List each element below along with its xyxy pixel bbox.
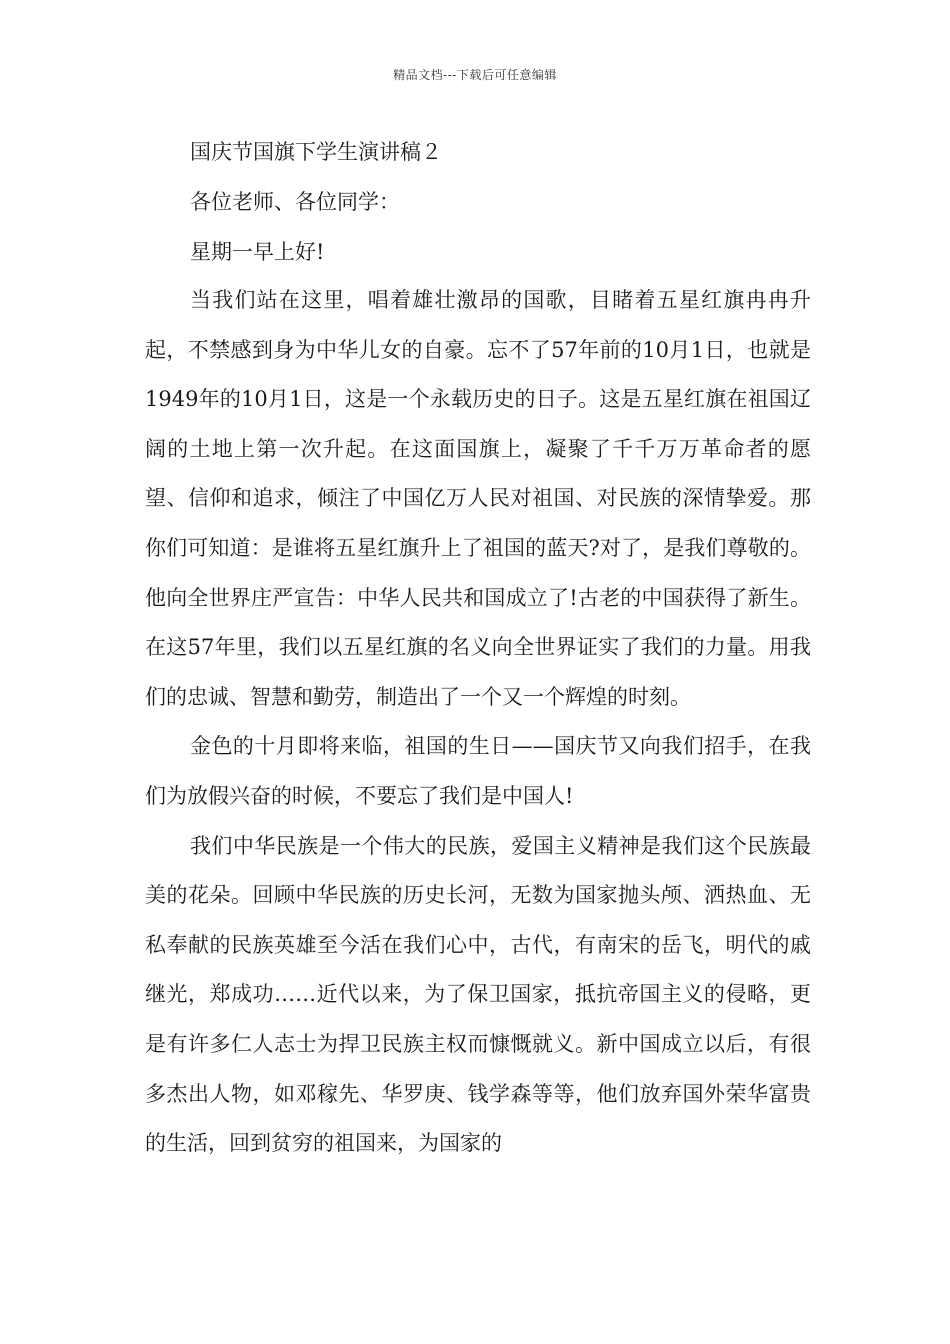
page-header: 精品文档---下载后可任意编辑: [393, 68, 557, 82]
speech-body: [145, 276, 811, 1169]
salutation: 各位老师、各位同学：: [190, 190, 400, 214]
paragraph-3: 我们中华民族是一个伟大的民族，爱国主义精神是我们这个民族最美的花朵。回顾中华民族的历史长河，无数为国家抛头颅、洒热血、无私奉献的民族英雄至今活在我们心中，古代，有南宋的岳飞，明代的戚继光，郑成功……近代以来，为了保卫国家，抵抗帝国主义的侵略，更是有许多仁人志士为捍卫民族主权而慷慨就义。新中国成立以后，有很多杰出人物，如邓稼先、华罗庚、钱学森等等，他们放弃国外荣华富贵的生活，回到贫穷的祖国来，为国家的: [145, 833, 811, 1156]
document-title: 国庆节国旗下学生演讲稿２: [190, 140, 442, 164]
paragraph-2: 金色的十月即将来临，祖国的生日——国庆节又向我们招手，在我们为放假兴奋的时候，不要忘了我们是中国人!: [145, 734, 811, 808]
greeting: 星期一早上好!: [190, 240, 325, 264]
paragraph-1: 当我们站在这里，唱着雄壮激昂的国歌，目睹着五星红旗冉冉升起，不禁感到身为中华儿女的自豪。忘不了57年前的10月1日，也就是1949年的10月1日，这是一个永载历史的日子。这是五星红旗在祖国辽阔的土地上第一次升起。在这面国旗上，凝聚了千千万万革命者的愿望、信仰和追求，倾注了中国亿万人民对祖国、对民族的深情挚爱。那你们可知道：是谁将五星红旗升上了祖国的蓝天?对了，是我们尊敬的。他向全世界庄严宣告：中华人民共和国成立了!古老的中国获得了新生。在这57年里，我们以五星红旗的名义向全世界证实了我们的力量。用我们的忠诚、智慧和勤劳，制造出了一个又一个辉煌的时刻。: [145, 288, 811, 709]
